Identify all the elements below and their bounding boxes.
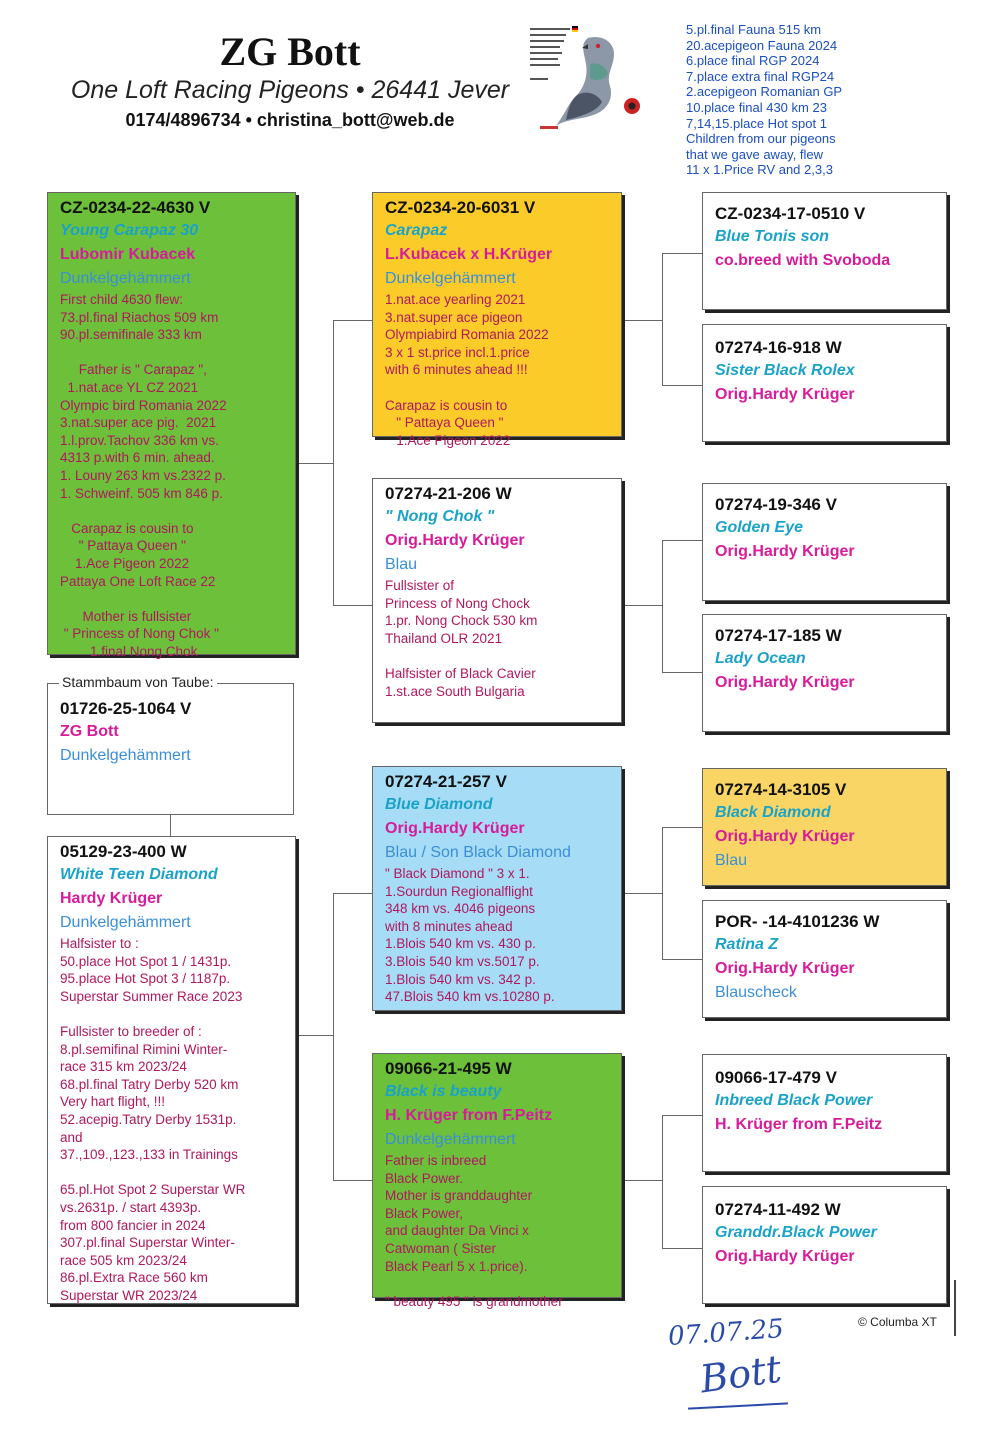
note-line: Very hart flight, !!!	[60, 1094, 166, 1110]
great-grandparent-card-4	[702, 614, 947, 732]
connector-line	[662, 1115, 663, 1248]
note-line: " beauty 495 " is grandmother	[385, 1293, 563, 1309]
pigeon-name: Black Diamond	[715, 804, 831, 821]
mother-color: Dunkelgehämmert	[60, 914, 191, 931]
note-line	[385, 1275, 611, 1293]
paternal-grandmother-color: Blau	[385, 556, 418, 573]
page-title: ZG Bott	[219, 29, 361, 74]
connector-line	[622, 1180, 662, 1181]
breeder-name: co.breed with Svoboda	[715, 252, 891, 269]
note-line: Mother is granddaughter	[385, 1188, 533, 1204]
pigeon-name: Inbreed Black Power	[715, 1092, 873, 1109]
signature-underline	[688, 1402, 788, 1409]
note-line: Catwoman ( Sister	[385, 1240, 497, 1256]
connector-line	[296, 463, 333, 464]
ring-number: 07274-17-185 W	[715, 626, 842, 645]
note-line: 348 km vs. 4046 pigeons	[385, 901, 536, 917]
note-line: and daughter Da Vinci x	[385, 1223, 529, 1239]
note-line: Pattaya One Loft Race 22	[60, 573, 216, 589]
note-line: 1.Sourdun Regionalflight	[385, 883, 533, 899]
paternal-grandfather-ring-number: CZ-0234-20-6031 V	[385, 198, 536, 217]
maternal-grandfather-breeder: Orig.Hardy Krüger	[385, 820, 525, 837]
paternal-grandfather-name: Carapaz	[385, 222, 448, 239]
connector-line	[333, 605, 372, 606]
pigeon-color: Blauscheck	[715, 984, 797, 1001]
contact-info: 0174/4896734 • christina_bott@web.de	[125, 110, 455, 130]
note-line: First child 4630 flew:	[60, 292, 184, 307]
note-line	[60, 590, 285, 608]
note-line: Fullsister to breeder of :	[60, 1023, 202, 1039]
note-line: " Pattaya Queen "	[385, 415, 504, 431]
paternal-grandmother-breeder: Orig.Hardy Krüger	[385, 532, 525, 549]
great-grandparent-card-1	[702, 192, 947, 310]
note-line: Black Power.	[385, 1170, 464, 1186]
pigeon-name: Granddr.Black Power	[715, 1224, 877, 1241]
connector-line	[662, 672, 702, 673]
note-line: Mother is fullsister	[60, 608, 192, 624]
note-line: Father is inbreed	[385, 1153, 487, 1168]
note-line: race 315 km 2023/24	[60, 1059, 187, 1075]
maternal-grandmother-ring-number: 09066-21-495 W	[385, 1059, 512, 1078]
ring-number: 07274-16-918 W	[715, 338, 842, 357]
connector-line	[622, 893, 662, 894]
connector-line	[622, 320, 662, 321]
connector-line	[622, 605, 662, 606]
achievement-item: 20.acepigeon Fauna 2024	[686, 37, 838, 53]
note-line: Fullsister of	[385, 578, 455, 593]
achievements-list	[686, 22, 842, 178]
maternal-grandmother-name: Black is beauty	[385, 1083, 502, 1100]
connector-line	[662, 253, 702, 254]
connector-line	[662, 540, 663, 672]
ring-number: 07274-11-492 W	[715, 1200, 841, 1219]
mother-notes	[60, 935, 285, 1304]
breeder-name: Orig.Hardy Krüger	[715, 828, 855, 845]
signature-name: Bott	[697, 1346, 785, 1402]
note-line: 68.pl.final Tatry Derby 520 km	[60, 1076, 239, 1092]
note-line: 1. Schweinf. 505 km 846 p.	[60, 485, 223, 501]
paternal-grandmother-ring-number: 07274-21-206 W	[385, 484, 512, 503]
note-line: race 505 km 2023/24	[60, 1252, 187, 1268]
note-line: 1.pr. Nong Chock 530 km	[385, 613, 538, 629]
note-line: 3.nat.super ace pigeon	[385, 309, 523, 325]
achievement-item: 5.pl.final Fauna 515 km	[686, 22, 822, 37]
ring-number: 07274-19-346 V	[715, 495, 837, 514]
note-line: with 6 minutes ahead !!!	[385, 362, 528, 378]
note-line: 4313 p.with 6 min. ahead.	[60, 450, 215, 466]
note-line: from 800 fancier in 2024	[60, 1217, 206, 1233]
great-grandparent-card-2	[702, 324, 947, 442]
mother-ring-number: 05129-23-400 W	[60, 842, 187, 861]
achievement-item: 2.acepigeon Romanian GP	[686, 84, 843, 100]
note-line: Black Power,	[385, 1205, 464, 1221]
note-line: vs.2631p. / start 4393p.	[60, 1199, 202, 1215]
note-line: " Princess of Nong Chok "	[60, 626, 219, 642]
note-line: Olympic bird Romania 2022	[60, 397, 227, 413]
breeder-name: Orig.Hardy Krüger	[715, 960, 855, 977]
note-line: Superstar Summer Race 2023	[60, 988, 243, 1004]
pigeon-name: Lady Ocean	[715, 650, 806, 667]
father-notes	[60, 291, 285, 660]
pigeon-name: Blue Tonis son	[715, 228, 830, 245]
note-line: 50.place Hot Spot 1 / 1431p.	[60, 953, 232, 969]
pigeon-color: Blau	[715, 852, 748, 869]
note-line: 307.pl.final Superstar Winter-	[60, 1235, 235, 1251]
note-line: 1.Blois 540 km vs. 342 p.	[385, 971, 536, 987]
note-line: 8.pl.semifinal Rimini Winter-	[60, 1041, 228, 1057]
breeder-name: Orig.Hardy Krüger	[715, 386, 855, 403]
note-line: Superstar WR 2023/24	[60, 1287, 198, 1303]
maternal-grandfather-name: Blue Diamond	[385, 796, 493, 813]
ring-number: 07274-14-3105 V	[715, 780, 847, 799]
connector-line	[662, 959, 702, 960]
father-ring-number: CZ-0234-22-4630 V	[60, 198, 211, 217]
pigeon-name: Sister Black Rolex	[715, 362, 855, 379]
father-breeder: Lubomir Kubacek	[60, 246, 196, 263]
note-line: 65.pl.Hot Spot 2 Superstar WR	[60, 1182, 246, 1198]
note-line: 1.final Nong Chok	[60, 643, 198, 659]
note-line: 1.st.ace South Bulgaria	[385, 683, 525, 699]
connector-line	[333, 1180, 372, 1181]
breeder-name: Orig.Hardy Krüger	[715, 1248, 855, 1265]
note-line: 1. Louny 263 km vs.2322 p.	[60, 467, 226, 483]
pigeon-name: Golden Eye	[715, 519, 804, 536]
maternal-grandfather-card	[372, 766, 622, 1011]
note-line: 86.pl.Extra Race 560 km	[60, 1270, 208, 1286]
paternal-grandfather-color: Dunkelgehämmert	[385, 270, 516, 287]
pigeon-photo	[510, 20, 650, 138]
note-line: 1.l.prov.Tachov 336 km vs.	[60, 432, 219, 448]
achievement-item: Children from our pigeons	[686, 131, 836, 147]
connector-line	[333, 893, 334, 1180]
note-line	[60, 344, 285, 362]
connector-line	[296, 1035, 333, 1036]
pigeon-name: Ratina Z	[715, 936, 779, 953]
note-line	[385, 647, 611, 665]
note-line: Princess of Nong Chock	[385, 595, 530, 611]
achievement-item: 7.place extra final RGP24	[686, 68, 835, 84]
copyright-notice: © Columba XT	[858, 1315, 937, 1329]
note-line: 3.Blois 540 km vs.5017 p.	[385, 953, 540, 969]
connector-line	[662, 253, 663, 385]
subject-color: Dunkelgehämmert	[60, 747, 191, 764]
note-line: 1.Ace Pigeon 2022	[385, 432, 511, 448]
maternal-grandmother-color: Dunkelgehämmert	[385, 1131, 516, 1148]
note-line: " Pattaya Queen "	[60, 538, 186, 554]
achievement-item: that we gave away, flew	[686, 146, 824, 162]
great-grandparent-card-7	[702, 1054, 947, 1172]
achievement-item: 10.place final 430 km 23	[686, 99, 827, 115]
note-line: 37.,109.,123.,133 in Trainings	[60, 1147, 238, 1163]
note-line: 95.place Hot Spot 3 / 1187p.	[60, 971, 231, 987]
achievement-item: 7,14,15.place Hot spot 1	[686, 115, 827, 131]
great-grandparent-card-6	[702, 900, 947, 1018]
connector-line	[662, 1248, 702, 1249]
breeder-name: H. Krüger from F.Peitz	[715, 1116, 883, 1133]
great-grandparent-card-8	[702, 1186, 947, 1304]
paternal-grandfather-notes	[385, 291, 611, 449]
maternal-grandmother-breeder: H. Krüger from F.Peitz	[385, 1107, 553, 1124]
note-line: Halfsister to :	[60, 936, 139, 951]
note-line: 47.Blois 540 km vs.10280 p.	[385, 989, 555, 1005]
note-line: 73.pl.final Riachos 509 km	[60, 309, 219, 325]
note-line: 1.nat.ace yearling 2021	[385, 292, 526, 307]
note-line: 3 x 1 st.price incl.1.price	[385, 344, 530, 360]
paternal-grandfather-card	[372, 192, 622, 448]
paternal-grandmother-name: " Nong Chok "	[385, 508, 495, 525]
margin-mark	[954, 1280, 956, 1336]
note-line: and	[60, 1129, 83, 1145]
ring-number: POR- -14-4101236 W	[715, 912, 880, 931]
note-line: Thailand OLR 2021	[385, 630, 503, 646]
connector-line	[662, 1115, 702, 1116]
note-line: with 8 minutes ahead	[385, 918, 513, 934]
page-subtitle: One Loft Racing Pigeons • 26441 Jever	[70, 76, 510, 104]
achievement-item: 6.place final RGP 2024	[686, 53, 820, 69]
subject-breeder: ZG Bott	[60, 723, 119, 740]
connector-line	[333, 320, 334, 605]
ring-number: 09066-17-479 V	[715, 1068, 837, 1087]
note-line	[60, 502, 285, 520]
father-name: Young Carapaz 30	[60, 222, 199, 239]
maternal-grandmother-notes	[385, 1152, 611, 1310]
note-line: 1.Blois 540 km vs. 430 p.	[385, 936, 536, 952]
connector-line	[662, 827, 702, 828]
note-line: Black Pearl 5 x 1.price).	[385, 1258, 528, 1274]
subject-ring-number: 01726-25-1064 V	[60, 699, 192, 718]
maternal-grandfather-ring-number: 07274-21-257 V	[385, 772, 507, 791]
maternal-grandmother-card	[372, 1053, 622, 1309]
note-line	[60, 1005, 285, 1023]
note-line: Father is " Carapaz ",	[60, 362, 207, 378]
great-grandparent-card-3	[702, 483, 947, 601]
note-line	[385, 379, 611, 397]
breeder-name: Orig.Hardy Krüger	[715, 543, 855, 560]
great-grandparent-card-5	[702, 768, 947, 886]
breeder-name: Orig.Hardy Krüger	[715, 674, 855, 691]
paternal-grandmother-notes	[385, 577, 611, 700]
connector-line	[170, 815, 171, 836]
connector-line	[662, 385, 702, 386]
paternal-grandmother-card	[372, 478, 622, 723]
connector-line	[333, 893, 372, 894]
note-line: 1.nat.ace YL CZ 2021	[60, 379, 199, 395]
note-line: 1.Ace Pigeon 2022	[60, 555, 190, 571]
note-line: 52.acepig.Tatry Derby 1531p.	[60, 1111, 237, 1127]
note-line: Carapaz is cousin to	[385, 397, 508, 413]
note-line: Carapaz is cousin to	[60, 520, 194, 536]
maternal-grandfather-color: Blau / Son Black Diamond	[385, 844, 571, 861]
father-color: Dunkelgehämmert	[60, 270, 191, 287]
ring-number: CZ-0234-17-0510 V	[715, 204, 866, 223]
note-line: Halfsister of Black Cavier	[385, 665, 536, 681]
note-line: 90.pl.semifinale 333 km	[60, 327, 202, 343]
maternal-grandfather-notes	[385, 865, 611, 1006]
mother-breeder: Hardy Krüger	[60, 890, 163, 907]
mother-name: White Teen Diamond	[60, 866, 218, 883]
signature-date: 07.07.25	[667, 1313, 785, 1353]
note-line: " Black Diamond " 3 x 1.	[385, 866, 530, 881]
father-card	[47, 192, 296, 659]
subject-card	[47, 683, 294, 815]
note-line	[60, 1164, 285, 1182]
connector-line	[662, 827, 663, 959]
note-line: Olympiabird Romania 2022	[385, 327, 549, 343]
connector-line	[662, 540, 702, 541]
paternal-grandfather-breeder: L.Kubacek x H.Krüger	[385, 246, 553, 263]
note-line: 3.nat.super ace pig. 2021	[60, 415, 217, 431]
pedigree-caption: Stammbaum von Taube:	[59, 674, 217, 690]
mother-card	[47, 836, 296, 1304]
achievement-item: 11 x 1.Price RV and 2,3,3	[686, 162, 833, 178]
connector-line	[333, 320, 372, 321]
